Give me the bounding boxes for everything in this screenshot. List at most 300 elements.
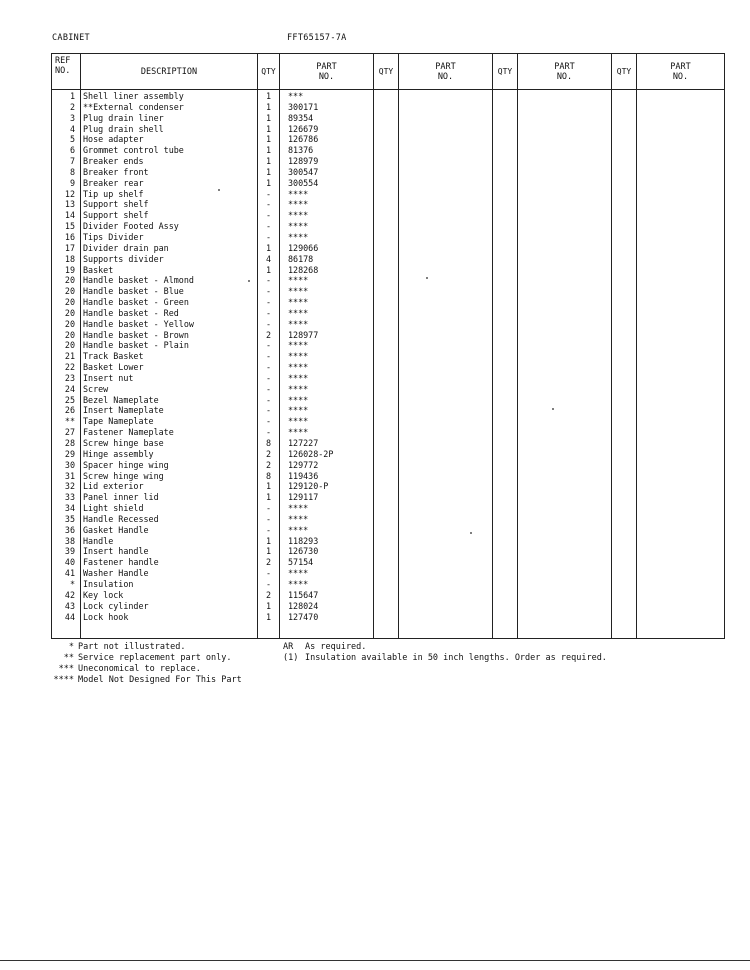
description-cell: Light shield — [81, 503, 258, 514]
footnote — [46, 653, 242, 664]
qty-cell: - — [258, 308, 280, 319]
qty-cell: - — [258, 568, 280, 579]
table-row — [52, 167, 725, 178]
footnotes-right — [283, 642, 607, 664]
part-number-cell: **** — [280, 297, 374, 308]
footnote-text: Service replacement part only. — [78, 653, 232, 663]
empty-cell — [399, 210, 493, 221]
ref-cell: ** — [52, 416, 81, 427]
empty-cell — [612, 525, 637, 536]
empty-cell — [518, 243, 612, 254]
empty-cell — [399, 579, 493, 590]
empty-cell — [518, 308, 612, 319]
scan-speck — [552, 408, 554, 410]
empty-cell — [518, 525, 612, 536]
ref-cell: 23 — [52, 373, 81, 384]
empty-cell — [612, 514, 637, 525]
empty-cell — [612, 308, 637, 319]
ref-cell: 25 — [52, 395, 81, 406]
table-row — [52, 557, 725, 568]
empty-cell — [612, 232, 637, 243]
part-header-line2: NO. — [672, 71, 689, 82]
ref-cell: 20 — [52, 308, 81, 319]
part-number-cell: 129066 — [280, 243, 374, 254]
table-row — [52, 189, 725, 200]
empty-cell — [612, 275, 637, 286]
empty-cell — [612, 601, 637, 612]
empty-cell — [374, 265, 399, 276]
table-row — [52, 590, 725, 601]
empty-cell — [493, 178, 518, 189]
footnote-symbol: (1) — [283, 653, 299, 663]
empty-cell — [374, 481, 399, 492]
empty-cell — [399, 221, 493, 232]
part-header-line2: NO. — [437, 71, 454, 82]
empty-cell — [637, 601, 725, 612]
qty-cell: 1 — [258, 492, 280, 503]
description-cell: Handle — [81, 536, 258, 547]
description-cell: Insulation — [81, 579, 258, 590]
qty-cell: - — [258, 525, 280, 536]
description-cell: Insert Nameplate — [81, 405, 258, 416]
empty-cell — [518, 232, 612, 243]
description-cell: Tape Nameplate — [81, 416, 258, 427]
part-number-cell: 89354 — [280, 113, 374, 124]
part-number-cell: **** — [280, 405, 374, 416]
qty-cell: 2 — [258, 449, 280, 460]
empty-cell — [399, 405, 493, 416]
ref-cell: 7 — [52, 156, 81, 167]
description-cell: Basket — [81, 265, 258, 276]
empty-cell — [399, 460, 493, 471]
empty-cell — [81, 622, 258, 639]
qty-cell: 1 — [258, 113, 280, 124]
empty-cell — [518, 590, 612, 601]
empty-cell — [637, 134, 725, 145]
empty-cell — [612, 351, 637, 362]
empty-cell — [399, 590, 493, 601]
empty-cell — [399, 340, 493, 351]
empty-cell — [612, 90, 637, 102]
footnote-symbol: *** — [58, 664, 74, 674]
table-row — [52, 156, 725, 167]
table-row — [52, 481, 725, 492]
empty-cell — [612, 265, 637, 276]
table-row — [52, 286, 725, 297]
empty-cell — [612, 460, 637, 471]
empty-cell — [399, 525, 493, 536]
empty-cell — [493, 416, 518, 427]
empty-cell — [399, 156, 493, 167]
empty-cell — [493, 265, 518, 276]
empty-cell — [637, 199, 725, 210]
empty-cell — [493, 525, 518, 536]
empty-cell — [518, 102, 612, 113]
empty-cell — [518, 384, 612, 395]
table-row — [52, 395, 725, 406]
part-number-cell: **** — [280, 384, 374, 395]
empty-cell — [518, 416, 612, 427]
empty-cell — [493, 362, 518, 373]
ref-cell: 20 — [52, 330, 81, 341]
part-number-cell: **** — [280, 514, 374, 525]
scan-speck — [426, 277, 428, 279]
ref-cell: 43 — [52, 601, 81, 612]
empty-cell — [637, 612, 725, 623]
part-number-cell: **** — [280, 503, 374, 514]
empty-cell — [493, 579, 518, 590]
empty-cell — [518, 373, 612, 384]
qty-cell: - — [258, 362, 280, 373]
empty-cell — [374, 275, 399, 286]
ref-cell: 4 — [52, 124, 81, 135]
empty-cell — [612, 568, 637, 579]
empty-cell — [374, 221, 399, 232]
empty-cell — [258, 622, 280, 639]
empty-cell — [518, 90, 612, 102]
table-row — [52, 449, 725, 460]
empty-cell — [612, 145, 637, 156]
empty-cell — [374, 471, 399, 482]
qty-column-header-1: QTY — [258, 54, 280, 90]
empty-cell — [518, 340, 612, 351]
empty-cell — [493, 113, 518, 124]
empty-cell — [518, 503, 612, 514]
table-row — [52, 330, 725, 341]
empty-cell — [493, 503, 518, 514]
part-number-cell: 81376 — [280, 145, 374, 156]
part-number-cell: 128268 — [280, 265, 374, 276]
empty-cell — [493, 612, 518, 623]
empty-cell — [637, 156, 725, 167]
description-cell: Handle basket - Green — [81, 297, 258, 308]
empty-cell — [637, 178, 725, 189]
description-cell: Lock cylinder — [81, 601, 258, 612]
ref-cell: 29 — [52, 449, 81, 460]
empty-cell — [399, 492, 493, 503]
empty-cell — [612, 449, 637, 460]
ref-cell: 31 — [52, 471, 81, 482]
table-row — [52, 546, 725, 557]
qty-column-header-3: QTY — [493, 54, 518, 90]
empty-cell — [374, 546, 399, 557]
empty-cell — [374, 557, 399, 568]
ref-cell: 24 — [52, 384, 81, 395]
description-cell: Handle Recessed — [81, 514, 258, 525]
empty-cell — [612, 340, 637, 351]
empty-cell — [374, 395, 399, 406]
empty-cell — [493, 330, 518, 341]
empty-cell — [518, 286, 612, 297]
empty-cell — [518, 156, 612, 167]
ref-cell: 20 — [52, 275, 81, 286]
empty-cell — [399, 427, 493, 438]
table-row — [52, 471, 725, 482]
empty-cell — [637, 546, 725, 557]
empty-cell — [637, 395, 725, 406]
empty-cell — [374, 286, 399, 297]
empty-cell — [493, 427, 518, 438]
part-number-cell: **** — [280, 210, 374, 221]
empty-cell — [637, 113, 725, 124]
empty-cell — [493, 156, 518, 167]
empty-cell — [399, 275, 493, 286]
empty-cell — [637, 210, 725, 221]
empty-cell — [493, 601, 518, 612]
empty-cell — [518, 145, 612, 156]
part-number-cell: 129117 — [280, 492, 374, 503]
empty-cell — [637, 416, 725, 427]
ref-cell: 32 — [52, 481, 81, 492]
table-row — [52, 199, 725, 210]
empty-cell — [399, 254, 493, 265]
empty-cell — [637, 319, 725, 330]
empty-cell — [518, 568, 612, 579]
empty-cell — [518, 199, 612, 210]
table-row — [52, 525, 725, 536]
part-number-cell: **** — [280, 308, 374, 319]
footnote-text: Model Not Designed For This Part — [78, 675, 242, 685]
ref-cell: 34 — [52, 503, 81, 514]
empty-cell — [374, 503, 399, 514]
qty-cell: 1 — [258, 134, 280, 145]
footnote-text: Insulation available in 50 inch lengths. Order as required. — [305, 653, 607, 663]
table-row — [52, 319, 725, 330]
table-row — [52, 210, 725, 221]
empty-cell — [493, 145, 518, 156]
part-number-cell: **** — [280, 579, 374, 590]
part-number-cell: 126730 — [280, 546, 374, 557]
empty-cell — [612, 536, 637, 547]
empty-cell — [399, 384, 493, 395]
ref-cell: 21 — [52, 351, 81, 362]
description-cell: Breaker ends — [81, 156, 258, 167]
part-number-cell: 119436 — [280, 471, 374, 482]
empty-cell — [612, 503, 637, 514]
part-header-line1: PART — [670, 61, 691, 72]
empty-cell — [637, 232, 725, 243]
part-number-cell: 86178 — [280, 254, 374, 265]
empty-cell — [493, 243, 518, 254]
description-cell: Grommet control tube — [81, 145, 258, 156]
description-cell: Screw hinge wing — [81, 471, 258, 482]
ref-cell: 18 — [52, 254, 81, 265]
qty-cell: 4 — [258, 254, 280, 265]
part-number-cell: **** — [280, 221, 374, 232]
qty-cell: - — [258, 189, 280, 200]
part-number-cell: 300171 — [280, 102, 374, 113]
table-row — [52, 90, 725, 102]
part-number-cell: **** — [280, 362, 374, 373]
description-cell: Screw hinge base — [81, 438, 258, 449]
ref-cell: 6 — [52, 145, 81, 156]
part-header-line1: PART — [435, 61, 456, 72]
empty-cell — [493, 481, 518, 492]
empty-cell — [399, 514, 493, 525]
empty-cell — [493, 134, 518, 145]
empty-cell — [493, 167, 518, 178]
empty-cell — [493, 395, 518, 406]
empty-cell — [374, 460, 399, 471]
empty-cell — [637, 557, 725, 568]
empty-cell — [518, 546, 612, 557]
qty-cell: - — [258, 221, 280, 232]
ref-cell: 3 — [52, 113, 81, 124]
empty-cell — [612, 243, 637, 254]
ref-cell: 20 — [52, 286, 81, 297]
qty-cell: 1 — [258, 481, 280, 492]
empty-cell — [493, 590, 518, 601]
empty-cell — [612, 297, 637, 308]
empty-cell — [518, 622, 612, 639]
empty-cell — [518, 492, 612, 503]
qty-cell: - — [258, 373, 280, 384]
description-cell: Hinge assembly — [81, 449, 258, 460]
empty-cell — [637, 340, 725, 351]
description-cell: Lid exterior — [81, 481, 258, 492]
empty-cell — [493, 568, 518, 579]
empty-cell — [612, 178, 637, 189]
description-cell: Washer Handle — [81, 568, 258, 579]
empty-cell — [518, 471, 612, 482]
empty-cell — [637, 286, 725, 297]
part-number-cell: 128977 — [280, 330, 374, 341]
empty-cell — [612, 254, 637, 265]
ref-cell: 39 — [52, 546, 81, 557]
description-cell: Bezel Nameplate — [81, 395, 258, 406]
empty-cell — [637, 221, 725, 232]
empty-cell — [374, 416, 399, 427]
table-row — [52, 416, 725, 427]
empty-cell — [637, 525, 725, 536]
qty-cell: 1 — [258, 156, 280, 167]
description-cell: Fastener Nameplate — [81, 427, 258, 438]
empty-cell — [518, 612, 612, 623]
part-header-line1: PART — [554, 61, 575, 72]
empty-cell — [637, 460, 725, 471]
empty-cell — [518, 265, 612, 276]
empty-cell — [637, 471, 725, 482]
empty-cell — [399, 102, 493, 113]
ref-cell: 35 — [52, 514, 81, 525]
empty-cell — [518, 405, 612, 416]
empty-cell — [399, 449, 493, 460]
empty-cell — [493, 373, 518, 384]
part-number-cell: **** — [280, 395, 374, 406]
empty-cell — [518, 254, 612, 265]
ref-cell: 44 — [52, 612, 81, 623]
part-number-cell: **** — [280, 351, 374, 362]
empty-cell — [374, 243, 399, 254]
empty-cell — [493, 492, 518, 503]
empty-cell — [493, 384, 518, 395]
description-cell: Support shelf — [81, 199, 258, 210]
empty-cell — [637, 297, 725, 308]
section-title: CABINET — [52, 33, 90, 43]
description-cell: Key lock — [81, 590, 258, 601]
empty-cell — [518, 319, 612, 330]
empty-cell — [399, 416, 493, 427]
empty-cell — [637, 514, 725, 525]
empty-cell — [399, 113, 493, 124]
description-cell: Support shelf — [81, 210, 258, 221]
qty-cell: - — [258, 427, 280, 438]
empty-cell — [374, 492, 399, 503]
empty-cell — [612, 210, 637, 221]
empty-cell — [374, 405, 399, 416]
qty-cell: 2 — [258, 460, 280, 471]
description-cell: Tips Divider — [81, 232, 258, 243]
table-row — [52, 438, 725, 449]
ref-cell: * — [52, 579, 81, 590]
qty-cell: - — [258, 503, 280, 514]
empty-cell — [399, 265, 493, 276]
empty-cell — [637, 330, 725, 341]
table-row — [52, 579, 725, 590]
table-row — [52, 254, 725, 265]
empty-cell — [493, 546, 518, 557]
part-number-cell: **** — [280, 199, 374, 210]
empty-cell — [612, 557, 637, 568]
empty-cell — [399, 199, 493, 210]
empty-cell — [493, 297, 518, 308]
empty-cell — [399, 612, 493, 623]
empty-cell — [493, 221, 518, 232]
description-cell: Handle basket - Red — [81, 308, 258, 319]
empty-cell — [374, 568, 399, 579]
empty-cell — [374, 210, 399, 221]
empty-cell — [518, 362, 612, 373]
empty-cell — [612, 134, 637, 145]
empty-cell — [637, 568, 725, 579]
qty-cell: - — [258, 384, 280, 395]
footnote — [46, 675, 242, 686]
empty-cell — [612, 579, 637, 590]
ref-header-line1: REF — [55, 56, 71, 66]
qty-cell: - — [258, 416, 280, 427]
table-row — [52, 612, 725, 623]
empty-cell — [399, 568, 493, 579]
qty-cell: 1 — [258, 90, 280, 102]
table-row — [52, 232, 725, 243]
empty-cell — [399, 90, 493, 102]
empty-cell — [374, 514, 399, 525]
ref-cell: 20 — [52, 297, 81, 308]
qty-cell: - — [258, 340, 280, 351]
description-cell: Supports divider — [81, 254, 258, 265]
footnote — [46, 664, 242, 675]
table-row — [52, 145, 725, 156]
empty-cell — [637, 189, 725, 200]
empty-cell — [493, 557, 518, 568]
description-cell: Plug drain liner — [81, 113, 258, 124]
description-cell: Insert handle — [81, 546, 258, 557]
empty-cell — [493, 405, 518, 416]
empty-cell — [374, 199, 399, 210]
empty-cell — [493, 286, 518, 297]
empty-cell — [612, 124, 637, 135]
ref-cell: 20 — [52, 319, 81, 330]
page-bottom-rule — [0, 960, 750, 961]
empty-cell — [637, 102, 725, 113]
empty-cell — [612, 102, 637, 113]
ref-cell: 26 — [52, 405, 81, 416]
part-number-cell: **** — [280, 319, 374, 330]
part-number-cell: 129120-P — [280, 481, 374, 492]
ref-cell: 27 — [52, 427, 81, 438]
empty-cell — [374, 145, 399, 156]
empty-cell — [399, 286, 493, 297]
